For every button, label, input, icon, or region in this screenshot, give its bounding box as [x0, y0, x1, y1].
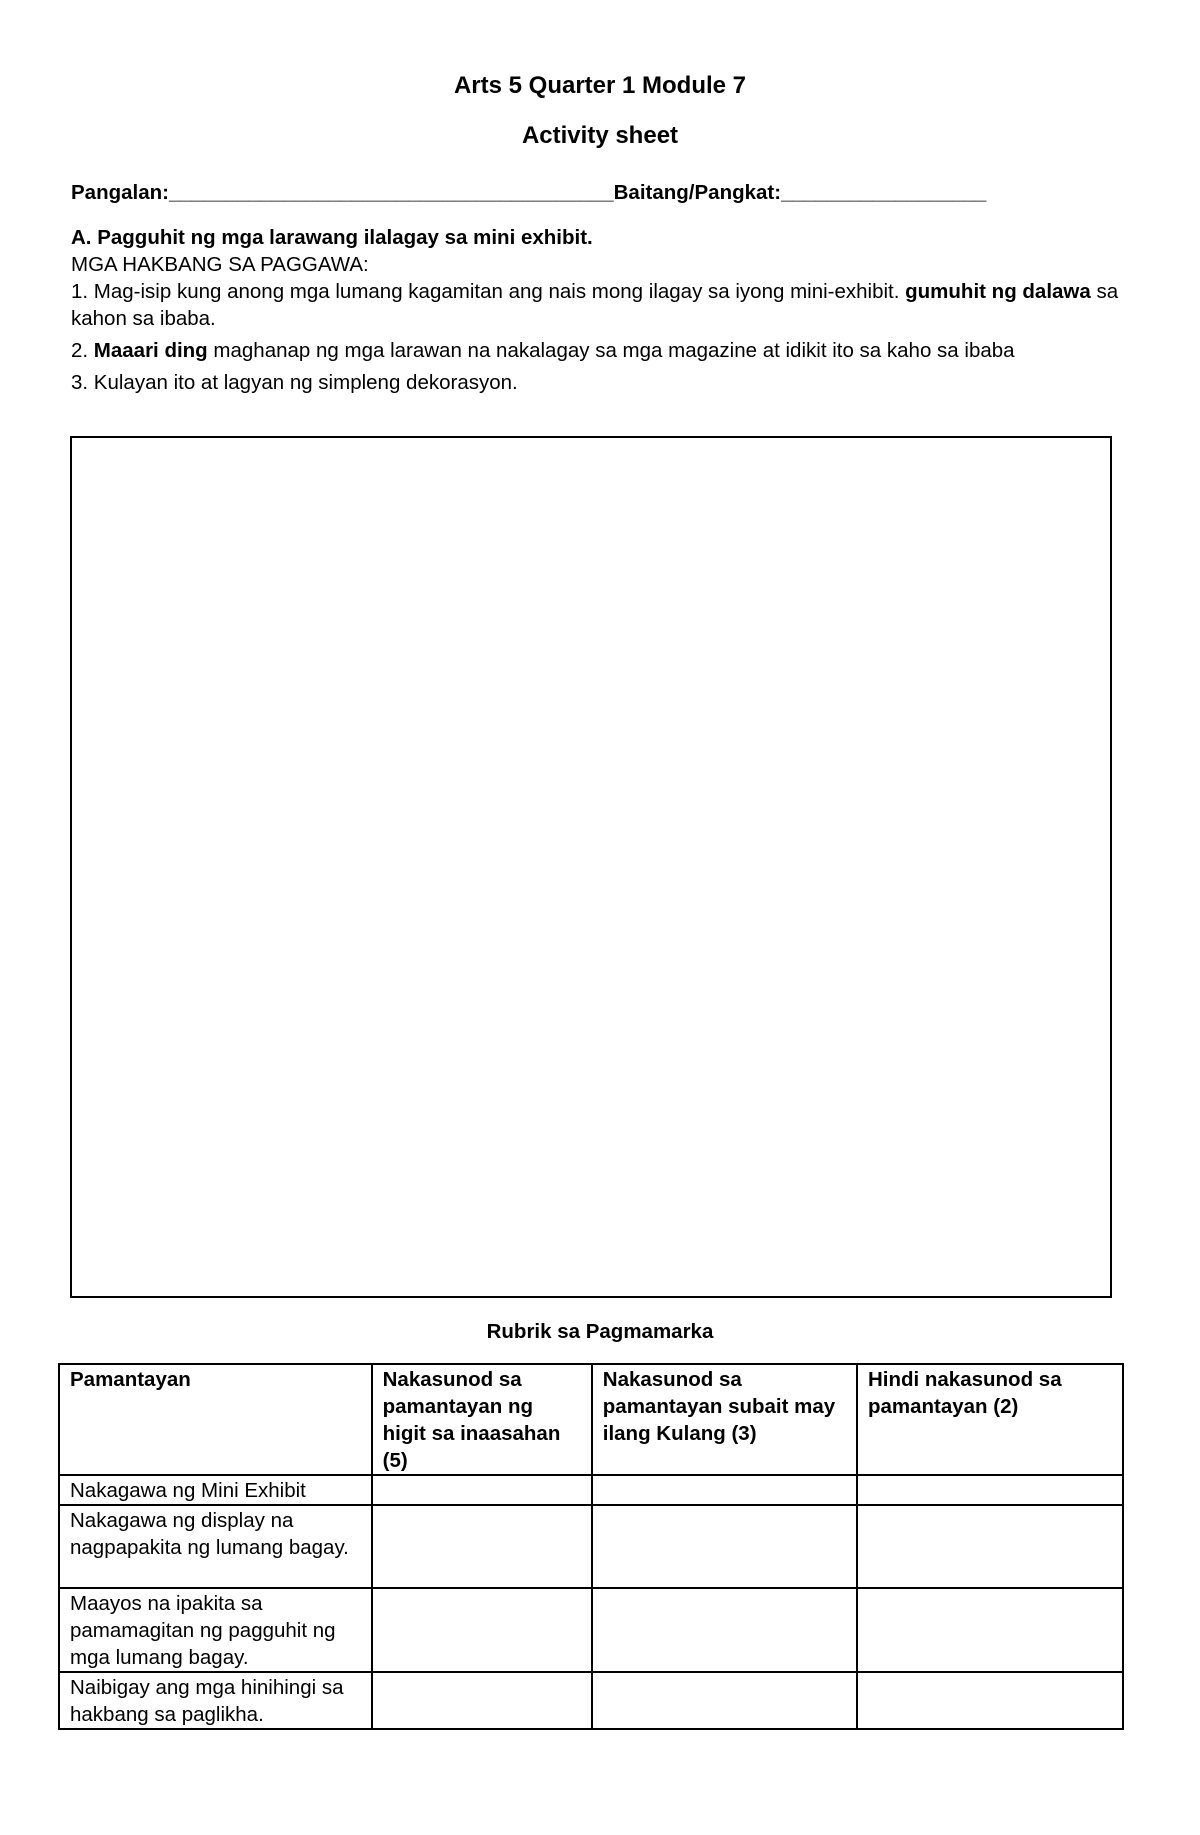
step-1-text-end: sa kahon sa ibaba.	[71, 280, 1119, 330]
name-blank[interactable]: _______________________________________	[168, 181, 614, 204]
rubric-header-score-3: Nakasunod sa pamantayan subait may ilang Kulang (3)	[592, 1364, 857, 1475]
rubric-criterion: Nakagawa ng display na nagpapakita ng lumang bagay.	[59, 1505, 372, 1588]
table-row	[59, 1588, 1123, 1672]
score-cell[interactable]	[372, 1475, 592, 1505]
table-row	[59, 1475, 1123, 1505]
step-2-bold: Maaari ding	[93, 339, 208, 362]
student-info-line	[71, 181, 1129, 205]
step-3: 3. Kulayan ito at lagyan ng simpleng dekorasyon.	[71, 371, 518, 394]
score-cell[interactable]	[592, 1505, 857, 1588]
document-title: Arts 5 Quarter 1 Module 7	[453, 72, 747, 99]
score-cell[interactable]	[372, 1505, 592, 1588]
rubric-criterion: Nakagawa ng Mini Exhibit	[59, 1475, 372, 1505]
rubric-header-score-2: Hindi nakasunod sa pamantayan (2)	[857, 1364, 1123, 1475]
score-cell[interactable]	[592, 1588, 857, 1672]
name-label: Pangalan:	[71, 181, 169, 204]
rubric-title: Rubrik sa Pagmamarka	[486, 1320, 714, 1343]
steps-heading: MGA HAKBANG SA PAGGAWA:	[71, 253, 369, 276]
document-subtitle: Activity sheet	[521, 122, 679, 149]
score-cell[interactable]	[592, 1475, 857, 1505]
step-1-text: 1. Mag-isip kung anong mga lumang kagamitan ang nais mong ilagay sa iyong mini-exhibit.	[71, 280, 906, 303]
rubric-criterion: Naibigay ang mga hinihingi sa hakbang sa paglikha.	[59, 1672, 372, 1729]
step-2-text: maghanap ng mga larawan na nakalagay sa mga magazine at idikit ito sa kaho sa ibaba	[207, 339, 1015, 362]
score-cell[interactable]	[372, 1588, 592, 1672]
score-cell[interactable]	[857, 1475, 1123, 1505]
rubric-criterion: Maayos na ipakita sa pamamagitan ng pagguhit ng mga lumang bagay.	[59, 1588, 372, 1672]
step-1-bold: gumuhit ng dalawa	[905, 280, 1091, 303]
step-2	[71, 337, 1131, 364]
grade-label: Baitang/Pangkat:	[613, 181, 782, 204]
score-cell[interactable]	[857, 1672, 1123, 1729]
rubric-table	[58, 1363, 1124, 1730]
table-row	[59, 1505, 1123, 1588]
grade-blank[interactable]: __________________	[781, 181, 987, 204]
rubric-header-criteria: Pamantayan	[59, 1364, 372, 1475]
rubric-header-score-5: Nakasunod sa pamantayan ng higit sa inaasahan (5)	[372, 1364, 592, 1475]
rubric-header-row	[59, 1364, 1123, 1475]
step-2-number: 2.	[71, 339, 94, 362]
score-cell[interactable]	[372, 1672, 592, 1729]
section-a-title: A. Pagguhit ng mga larawang ilalagay sa mini exhibit.	[71, 226, 593, 249]
drawing-box[interactable]	[70, 436, 1112, 1298]
step-1	[71, 278, 1131, 332]
score-cell[interactable]	[857, 1505, 1123, 1588]
score-cell[interactable]	[857, 1588, 1123, 1672]
table-row	[59, 1672, 1123, 1729]
instructions	[71, 224, 1131, 396]
score-cell[interactable]	[592, 1672, 857, 1729]
